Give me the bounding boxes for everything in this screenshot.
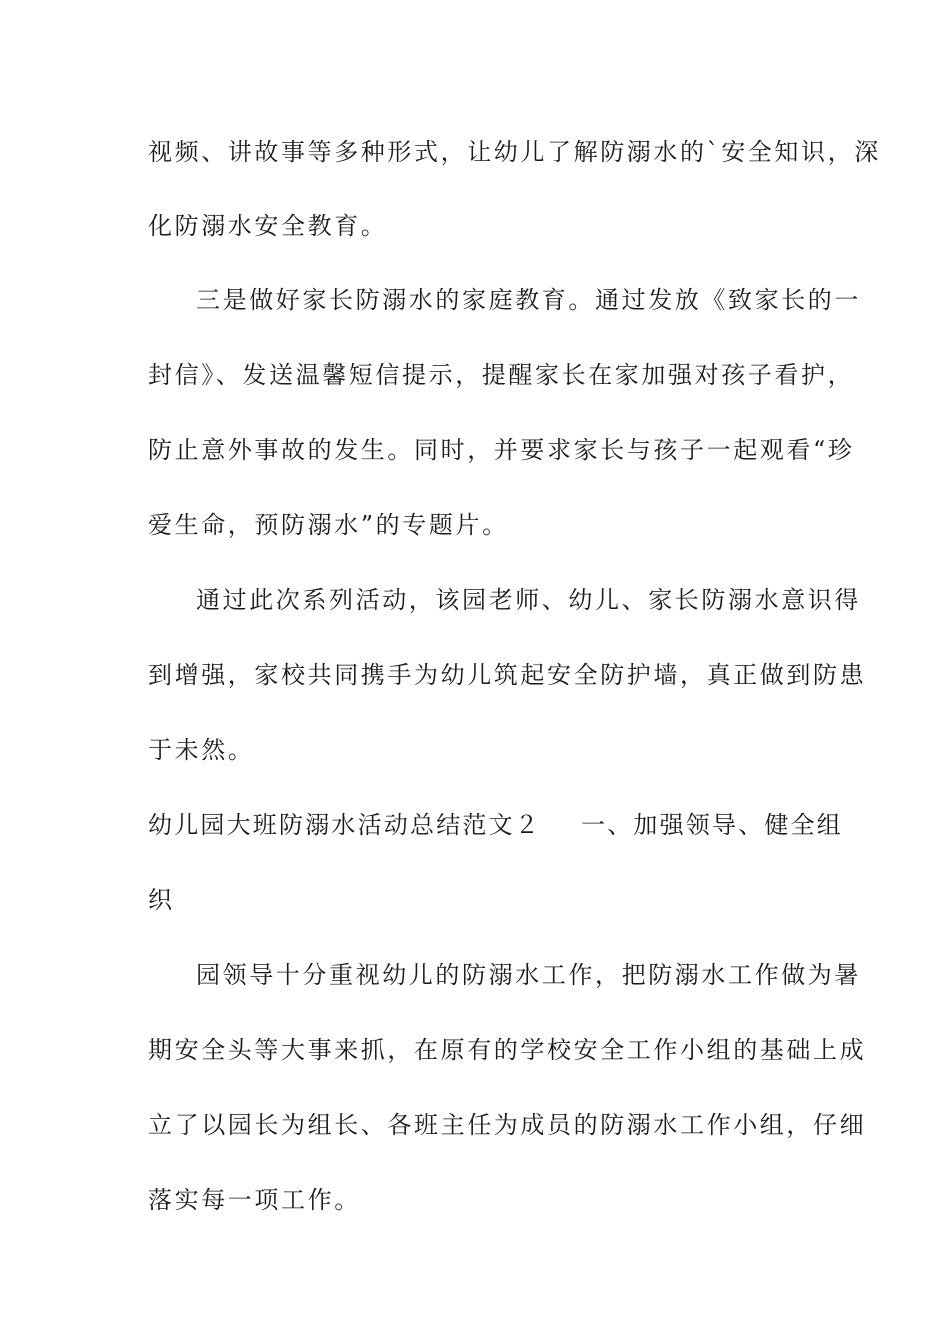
paragraph-line: 于未然。 <box>148 736 255 764</box>
paragraph-line: 落实每一项工作。 <box>148 1186 361 1214</box>
paragraph-line: 织 <box>148 886 175 914</box>
paragraph-line: 期安全头等大事来抓，在原有的学校安全工作小组的基础上成 <box>148 1036 867 1064</box>
paragraph-line: 防止意外事故的发生。同时，并要求家长与孩子一起观看“珍 <box>148 436 855 464</box>
paragraph-line: 化防溺水安全教育。 <box>148 212 388 240</box>
document-title: 幼儿园大班防溺水活动总结范文２ <box>148 811 541 839</box>
paragraph-line: 通过此次系列活动，该园老师、幼儿、家长防溺水意识得 <box>196 586 861 614</box>
section-heading <box>148 810 843 840</box>
paragraph-line: 三是做好家长防溺水的家庭教育。通过发放《致家长的一 <box>196 286 861 314</box>
paragraph-line: 爱生命，预防溺水”的专题片。 <box>148 511 509 539</box>
paragraph-line: 封信》、发送温馨短信提示，提醒家长在家加强对孩子看护， <box>148 361 855 389</box>
paragraph-line: 立了以园长为组长、各班主任为成员的防溺水工作小组，仔细 <box>148 1111 867 1139</box>
paragraph-line: 视频、讲故事等多种形式，让幼儿了解防溺水的`安全知识，深 <box>148 138 881 166</box>
section-title: 一、加强领导、健全组 <box>581 811 843 839</box>
paragraph-line: 园领导十分重视幼儿的防溺水工作，把防溺水工作做为暑 <box>196 961 861 989</box>
paragraph-line: 到增强，家校共同携手为幼儿筑起安全防护墙，真正做到防患 <box>148 661 867 689</box>
